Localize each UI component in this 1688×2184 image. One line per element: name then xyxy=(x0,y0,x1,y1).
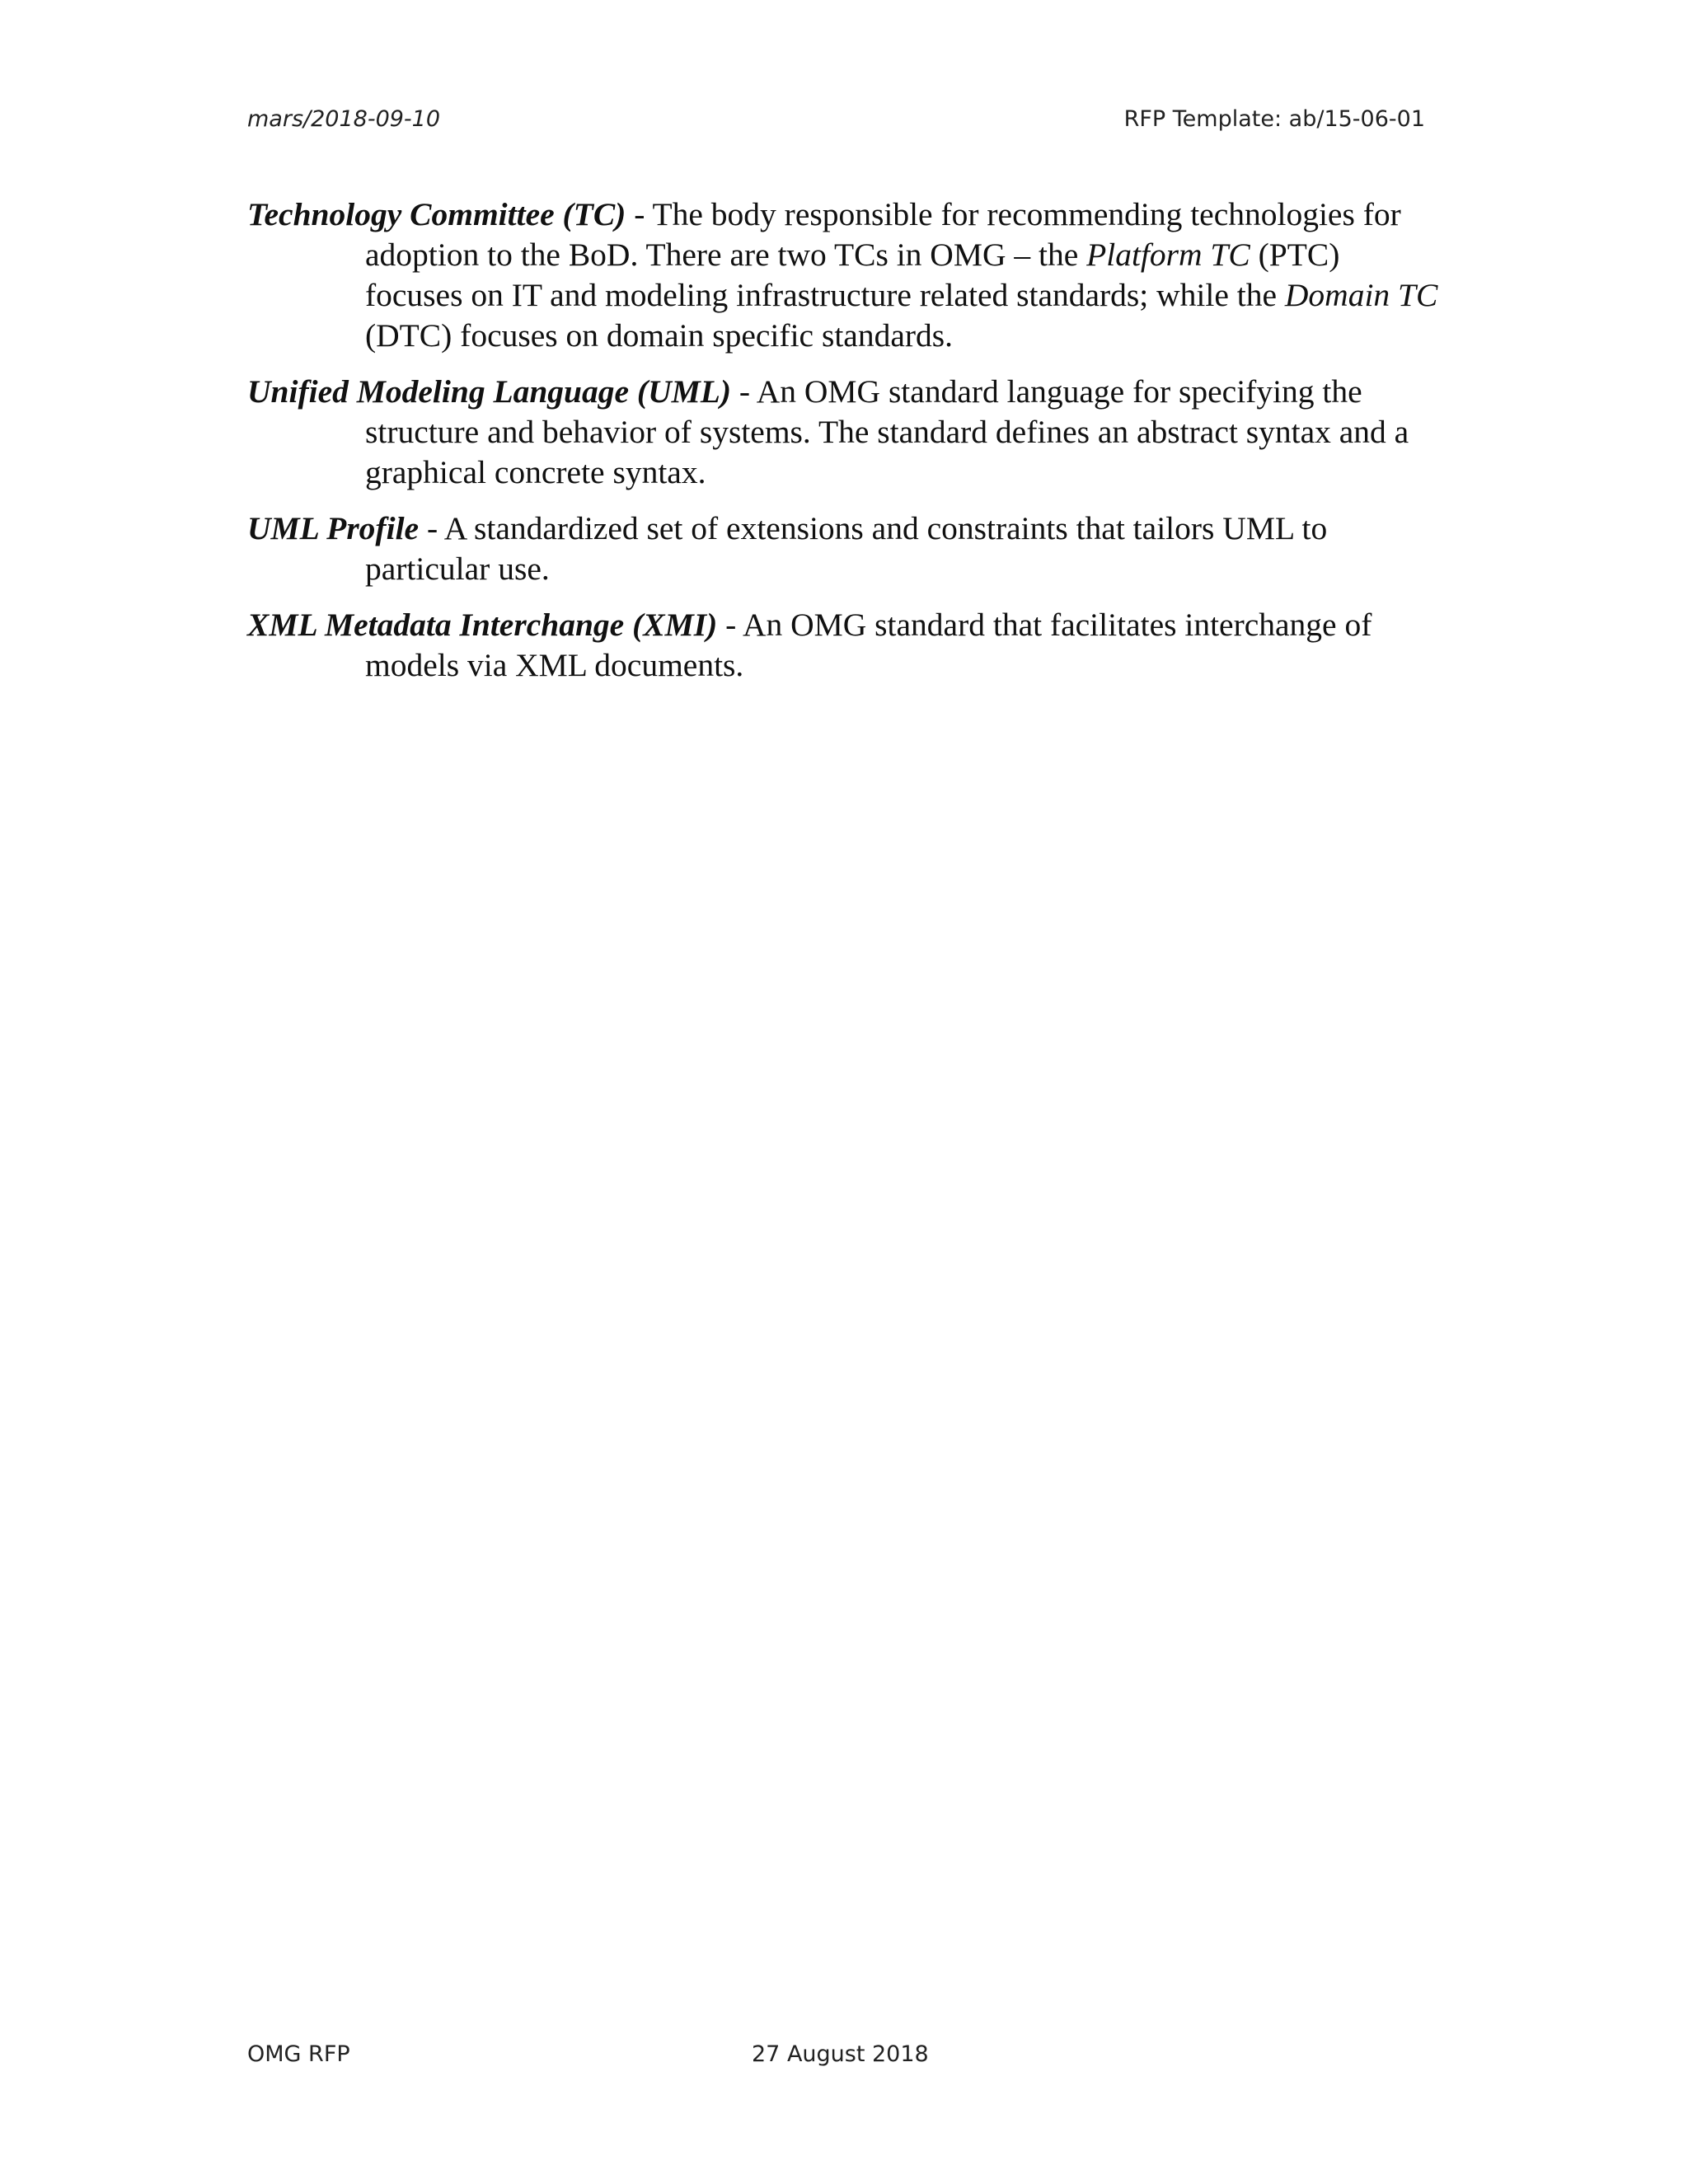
glossary-entry-xmi xyxy=(247,605,1442,686)
footer-label: OMG RFP xyxy=(247,2041,350,2067)
glossary-definition-tc-part-1: - The body responsible for recommending technologies for adoption to the BoD. There are two TCs in OMG – the xyxy=(365,196,1401,273)
glossary-definition-uml: - An OMG standard language for specifying the structure and behavior of systems. The standard defines an abstract syntax and a graphical concrete syntax. xyxy=(365,373,1409,490)
glossary-definition-xmi: - An OMG standard that facilitates interchange of models via XML documents. xyxy=(365,607,1372,683)
glossary-definition-tc-part-3: (DTC) focuses on domain specific standards. xyxy=(365,317,954,354)
glossary-term-xmi: XML Metadata Interchange (XMI) xyxy=(247,607,718,643)
glossary-emphasis-domain-tc: Domain TC xyxy=(1284,277,1438,313)
glossary-entry-uml xyxy=(247,372,1442,493)
glossary-term-uml-profile: UML Profile xyxy=(247,510,420,546)
glossary-emphasis-platform-tc: Platform TC xyxy=(1086,237,1250,273)
glossary-entry-uml-profile xyxy=(247,509,1442,589)
glossary-definition-uml-profile: - A standardized set of extensions and constraints that tailors UML to particular use. xyxy=(365,510,1328,587)
header-template-ref: RFP Template: ab/15-06-01 xyxy=(1123,106,1425,132)
glossary-term-tc: Technology Committee (TC) xyxy=(247,196,626,232)
glossary-term-uml: Unified Modeling Language (UML) xyxy=(247,373,732,410)
glossary-definition-tc-part-2: (PTC) focuses on IT and modeling infrastructure related standards; while the xyxy=(365,237,1340,313)
footer-date: 27 August 2018 xyxy=(752,2041,929,2067)
glossary-list xyxy=(247,194,1442,701)
header-document-id: mars/2018-09-10 xyxy=(247,106,441,132)
glossary-entry-tc xyxy=(247,194,1442,356)
